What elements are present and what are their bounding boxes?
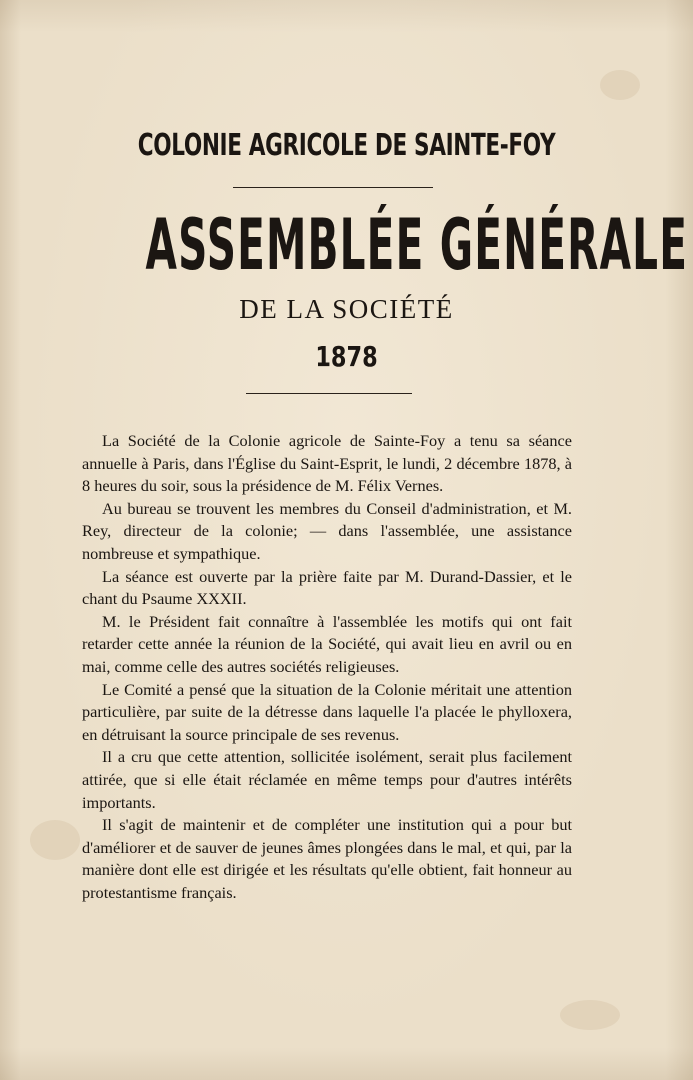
- bottom-divider: [246, 393, 412, 394]
- top-divider: [233, 187, 433, 188]
- subtitle: DE LA SOCIÉTÉ: [239, 294, 454, 324]
- paper-stain: [600, 70, 640, 100]
- paragraph: Le Comité a pensé que la situation de la Colonie méritait une attention particulière, par suite de la détresse dans laquelle l'a placée le phylloxera, en détruisant la source principale de ses revenus.: [82, 679, 572, 744]
- year: 1878: [315, 340, 378, 373]
- paragraph: Il a cru que cette attention, sollicitée isolément, serait plus facilement attirée, que si elle était réclamée en même temps pour d'autres intérêts importants.: [82, 747, 572, 812]
- main-title: ASSEMBLÉE GÉNÉRALE: [145, 204, 689, 286]
- paragraph: La séance est ouverte par la prière faite par M. Durand-Dassier, et le chant du Psaume XXXII.: [82, 566, 572, 609]
- header-title: COLONIE AGRICOLE DE SAINTE-FOY: [137, 128, 556, 163]
- paragraph: Au bureau se trouvent les membres du Conseil d'administration, et M. Rey, directeur de la colonie; — dans l'assemblée, une assistance nombreuse et sympathique.: [82, 498, 572, 563]
- paragraph: La Société de la Colonie agricole de Sainte-Foy a tenu sa séance annuelle à Paris, dans l'Église du Saint-Esprit, le lundi, 2 décembre 1878, à 8 heures du soir, sous la présidence de M. Félix Vernes.: [82, 431, 572, 496]
- paragraph: Il s'agit de maintenir et de compléter une institution qui a pour but d'améliorer et de sauver de jeunes âmes plongées dans le mal, et qui, par la manière dont elle est dirigée et les résultats qu'elle obtient, fait honneur au protestantisme français.: [82, 815, 572, 902]
- paper-stain: [560, 1000, 620, 1030]
- paragraph: M. le Président fait connaître à l'assemblée les motifs qui ont fait retarder cette année la réunion de la Société, qui avait lieu en avril ou en mai, comme celle des autres sociétés religieuses.: [82, 611, 572, 676]
- paper-stain: [30, 820, 80, 860]
- body-text: [82, 430, 572, 904]
